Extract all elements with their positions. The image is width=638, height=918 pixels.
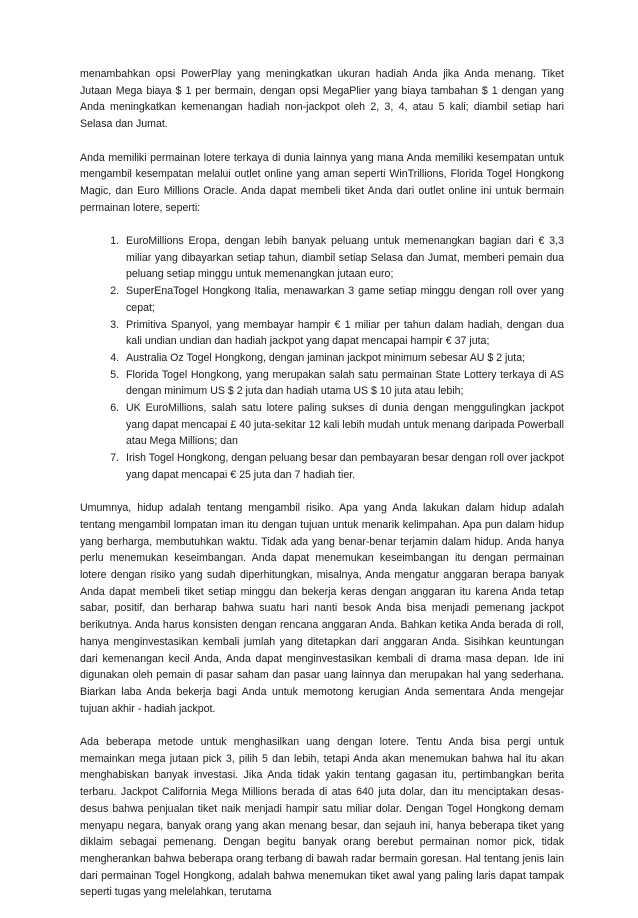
list-item: 6. UK EuroMillions, salah satu lotere paling sukses di dunia dengan menggulingkan jackpot yang dapat mencapai £ 40 juta-sekitar 12 kali lebih mudah untuk menang daripada Powerball atau Mega Millions; dan xyxy=(122,400,564,450)
paragraph-methods: Ada beberapa metode untuk menghasilkan uang dengan lotere. Tentu Anda bisa pergi untuk memainkan mega jutaan pick 3, pilih 5 dan lebih, tetapi Anda akan menemukan bahwa hal itu akan menghabiskan banyak investasi. Jika Anda tidak yakin tentang gagasan itu, pertimbangkan berita terbaru. Jackpot California Mega Millions berada di atas 640 juta dolar, dan itu menciptakan desas-desus bahwa penjualan tiket naik menjadi hampir satu miliar dolar. Dengan Togel Hongkong demam menyapu negara, banyak orang yang akan menang besar, dan sejauh ini, hanya beberapa tiket yang diklaim sebagai pemenang. Dengan begitu banyak orang berebut permainan nomor pick, tidak mengherankan bahwa beberapa orang terbang di bawah radar bermain goresan. Hal tentang jenis lain dari permainan Togel Hongkong, adalah bahwa menemukan tiket awal yang paling laris dapat tampak seperti tugas yang melelahkan, terutama xyxy=(80,736,564,899)
paragraph-powerplay: menambahkan opsi PowerPlay yang meningkatkan ukuran hadiah Anda jika Anda menang. Tiket Jutaan Mega biaya $ 1 per bermain, dengan opsi MegaPlier yang biaya tambahan $ 1 dengan yang Anda meningkatkan kemenangan hadiah non-jackpot oleh 2, 3, 4, atau 5 kali; diambil setiap hari Selasa dan Jumat. xyxy=(80,68,564,131)
document-page xyxy=(80,66,564,918)
paragraph-online-outlets: Anda memiliki permainan lotere terkaya di dunia lainnya yang mana Anda memiliki kesempatan untuk mengambil kesempatan melalui outlet online yang aman seperti WinTrillions, Florida Togel Hongkong Magic, dan Euro Millions Oracle. Anda dapat membeli tiket Anda dari outlet online ini untuk bermain permainan lotere, seperti: xyxy=(80,151,564,214)
paragraph-risk: Umumnya, hidup adalah tentang mengambil risiko. Apa yang Anda lakukan dalam hidup adalah tentang mengambil lompatan iman itu dengan tujuan untuk menarik kelimpahan. Apa pun dalam hidup yang berharga, membutuhkan waktu. Tidak ada yang benar-benar terjamin dalam hidup. Anda hanya perlu menemukan keseimbangan. Anda dapat menemukan keseimbangan itu dengan permainan lotere dengan risiko yang sudah diperhitungkan, misalnya, Anda mengatur anggaran berapa banyak Anda dapat membeli tiket setiap minggu dan bekerja keras dengan anggaran itu karena Anda tetap sabar, positif, dan berharap bahwa suatu hari nanti besok Anda bisa menjadi pemenang jackpot berikutnya. Anda harus konsisten dengan rencana anggaran Anda. Bahkan ketika Anda berada di roll, hanya menginvestasikan kembali jumlah yang ditetapkan dari anggaran Anda. Sisihkan keuntungan dari kemenangan kecil Anda, Anda dapat menginvestasikan kembali di drama masa depan. Ide ini digunakan oleh pemain di pasar saham dan pasar uang lainnya dan merupakan hal yang sederhana. Biarkan laba Anda bekerja bagi Anda untuk memotong kerugian Anda sementara Anda mengejar tujuan akhir - hadiah jackpot. xyxy=(80,502,564,715)
list-item: 1. EuroMillions Eropa, dengan lebih banyak peluang untuk memenangkan bagian dari € 3,3 miliar yang dibayarkan setiap tahun, diambil setiap Selasa dan Jumat, memberi pemain dua peluang setiap minggu untuk memenangkan jutaan euro; xyxy=(122,233,564,283)
lottery-list xyxy=(80,233,564,484)
list-item: 3. Primitiva Spanyol, yang membayar hampir € 1 miliar per tahun dalam hadiah, dengan dua kali undian undian dan hadiah jackpot yang dapat mencapai hampir € 37 juta; xyxy=(122,317,564,350)
list-item: 2. SuperEnaTogel Hongkong Italia, menawarkan 3 game setiap minggu dengan roll over yang cepat; xyxy=(122,283,564,316)
list-item: 4. Australia Oz Togel Hongkong, dengan jaminan jackpot minimum sebesar AU $ 2 juta; xyxy=(122,350,564,367)
list-item: 7. Irish Togel Hongkong, dengan peluang besar dan pembayaran besar dengan roll over jackpot yang dapat mencapai € 25 juta dan 7 hadiah tier. xyxy=(122,450,564,483)
list-item: 5. Florida Togel Hongkong, yang merupakan salah satu permainan State Lottery terkaya di AS dengan minimum US $ 2 juta dan hadiah utama US $ 10 juta atau lebih; xyxy=(122,367,564,400)
